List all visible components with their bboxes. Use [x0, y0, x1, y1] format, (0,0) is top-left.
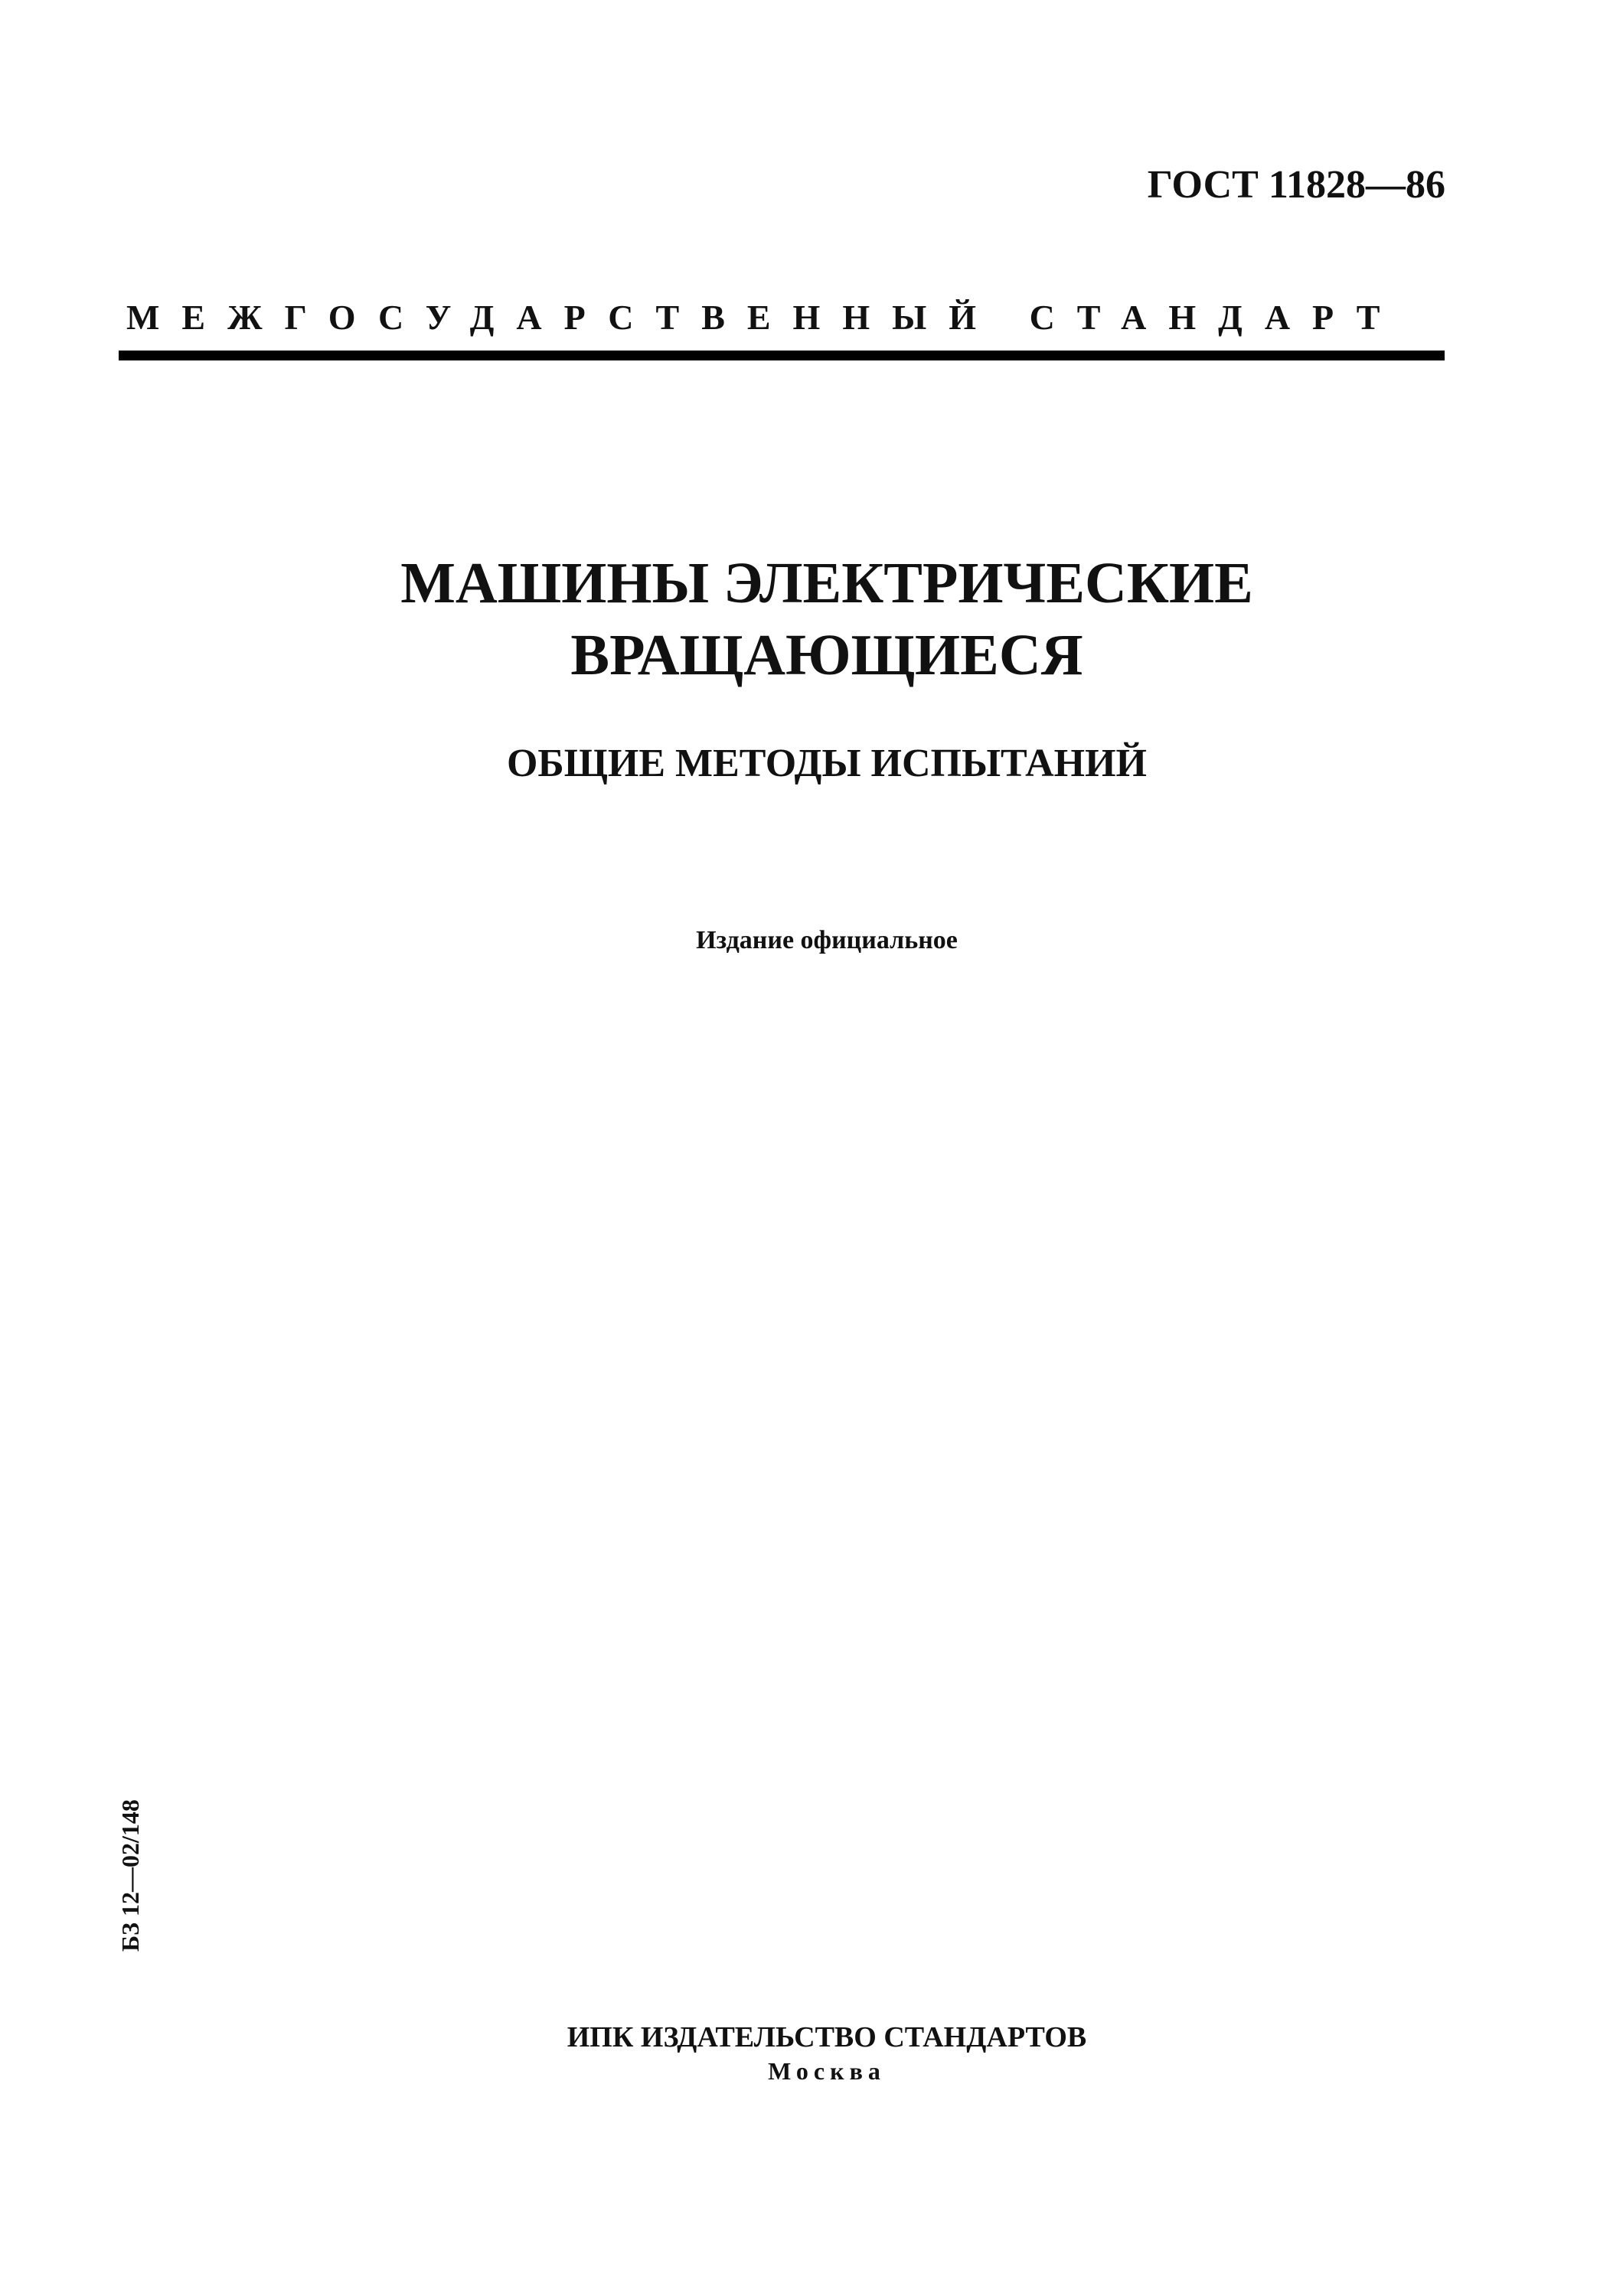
standard-number: ГОСТ 11828—86: [1147, 163, 1445, 207]
document-subtitle: ОБЩИЕ МЕТОДЫ ИСПЫТАНИЙ: [506, 742, 1147, 785]
publisher-name: ИПК ИЗДАТЕЛЬСТВО СТАНДАРТОВ: [567, 2021, 1087, 2053]
title-line-2: ВРАЩАЮЩИЕСЯ: [570, 623, 1083, 687]
interstate-standard-label: МЕЖГОСУДАРСТВЕННЫЙ СТАНДАРТ: [126, 298, 1403, 337]
side-code: БЗ 12—02/148: [116, 1799, 144, 1952]
header-rule: [119, 351, 1445, 360]
publisher-city: Москва: [768, 2057, 886, 2085]
document-title: [122, 547, 1531, 691]
edition-label: Издание официальное: [696, 926, 958, 954]
standard-header: [119, 297, 1445, 358]
publisher-block: [122, 2020, 1531, 2086]
title-line-1: МАШИНЫ ЭЛЕКТРИЧЕСКИЕ: [400, 551, 1253, 615]
